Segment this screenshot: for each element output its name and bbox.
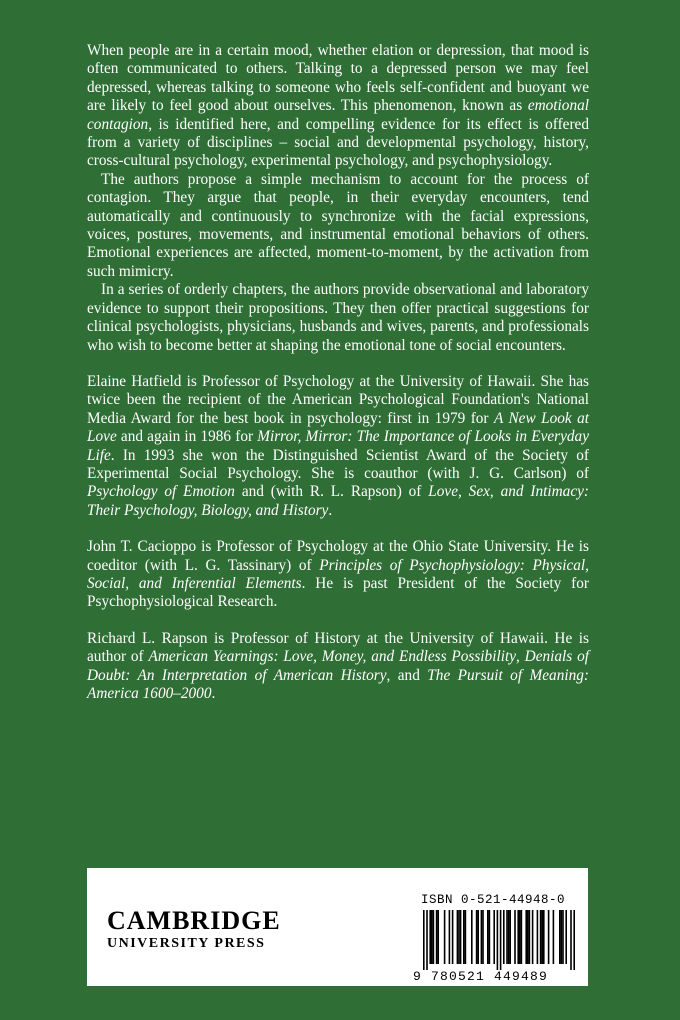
barcode-bar [561,910,563,964]
barcode-bar [532,910,534,964]
author-bio-rapson: Richard L. Rapson is Professor of History at the University of Hawaii. He is author of American Yearnings: Love, Money, and Endless Possibility, Denials of Doubt: An Interpretation of American History, and The Pursuit of Meaning: America 1600–2000. [87,629,589,702]
barcode-bar [431,910,433,964]
barcode-bar [429,910,431,964]
barcode-bar [477,910,479,964]
barcode-bar [565,910,567,964]
publisher-name: CAMBRIDGE [107,906,281,935]
barcode-bar [503,910,505,964]
barcode-bar [508,910,510,964]
description-paragraph-3: In a series of orderly chapters, the authors provide observational and laboratory evidence to support their propositions. They then offer practical suggestions for clinical psychologists, physicians, husbands and wives, parents, and professionals who wish to become better at shaping the emotional tone of social encounters. [87,281,589,354]
barcode [409,908,579,983]
publisher-subname: UNIVERSITY PRESS [107,936,266,951]
back-cover-text [87,42,589,703]
barcode-bar [476,910,478,964]
barcode-bar [559,910,561,964]
barcode-bar [519,910,521,964]
barcode-bar [471,910,473,964]
barcode-bar [506,910,508,964]
barcode-bar [570,910,572,970]
barcode-bar [548,910,550,964]
barcode-bar [573,910,575,970]
barcode-bar [527,910,529,964]
barcode-bar [540,910,542,964]
book-title: Mirror, Mirror: The Importance of Looks in Everyday Life [87,428,589,464]
emphasized-term: emotional contagion [87,97,589,133]
book-title: A New Look at Love [87,409,589,446]
barcode-bar [521,910,523,964]
book-title: Love, Sex, and Intimacy: Their Psychology, Biology, and History [87,483,589,519]
barcode-bar [426,910,428,970]
barcode-bar [509,910,511,964]
barcode-bar [460,910,462,964]
book-title: Principles of Psychophysiology: Physical, Social, and Inferential Elements [87,556,589,592]
barcode-bar [497,910,499,970]
barcode-number: 9 780521 449489 [413,969,549,983]
barcode-bar [444,910,446,964]
barcode-bar [457,910,459,964]
barcode-bar [517,910,519,964]
isbn-label: ISBN 0-521-44948-0 [421,893,566,907]
barcode-bar [433,910,435,964]
barcode-bar [487,910,489,964]
barcode-panel [87,868,588,986]
barcode-bar [525,910,527,964]
book-title: American Yearnings: Love, Money, and Endless Possibility [148,648,516,666]
barcode-bar [482,910,484,964]
author-bio-hatfield: Elaine Hatfield is Professor of Psychology at the University of Hawaii. She has twice been the recipient of the American Psychological Foundation's National Media Award for the best book in psychology: first in 1979 for A New Look at Love and again in 1986 for Mirror, Mirror: The Importance of Looks in Everyday Life. In 1993 she won the Distinguished Scientist Award of the Society of Experimental Social Psychology. She is coauthor (with J. G. Carlson) of Psychology of Emotion and (with R. L. Rapson) of Love, Sex, and Intimacy: Their Psychology, Biology, and History. [87,372,589,519]
barcode-bar [500,910,502,970]
publisher-logo [107,908,281,952]
barcode-bar [436,910,438,964]
barcode-bar [423,910,425,970]
barcode-bar [541,910,543,964]
barcode-bar [449,910,451,964]
barcode-bar [437,910,439,964]
barcode-bar [463,910,465,964]
barcode-bar [465,910,467,964]
barcode-bar [489,910,491,964]
barcode-bar [562,910,564,964]
book-title: The Pursuit of Meaning: America 1600–2000 [87,666,589,702]
barcode-bar [529,910,531,964]
barcode-bar [537,910,539,964]
barcode-bar [493,910,495,964]
book-title: Psychology of Emotion [87,483,235,501]
barcode-bar [458,910,460,964]
description-paragraph-2: The authors propose a simple mechanism to account for the process of contagion. They argue that people, in their everyday encounters, tend automatically and continuously to synchronize with the facial expressions, voices, postures, movements, and instrumental emotional behaviors of others. Emotional experiences are affected, moment-to-moment, by the activation from such mimicry. [87,170,589,280]
description-paragraph-1: When people are in a certain mood, whether elation or depression, that mood is often communicated to others. Talking to a depressed person we may feel depressed, whereas talking to someone who feels self-confident and buoyant we are likely to feel good about ourselves. This phenomenon, known as emotional contagion, is identified here, and compelling evidence for its effect is offered from a variety of disciplines – social and developmental psychology, history, cross-cultural psychology, experimental psychology, and psychophysiology. [87,42,589,170]
author-bio-cacioppo: John T. Cacioppo is Professor of Psychology at the Ohio State University. He is coeditor (with L. G. Tassinary) of Principles of Psychophysiology: Physical, Social, and Inferential Elements. He is past President of the Society for Psychophysiological Research. [87,538,589,611]
barcode-bar [452,910,454,964]
barcode-bar [514,910,516,964]
barcode-bar [543,910,545,964]
barcode-bar [481,910,483,964]
book-title: Denials of Doubt: An Interpretation of American History [87,648,589,684]
barcode-bar [553,910,555,964]
